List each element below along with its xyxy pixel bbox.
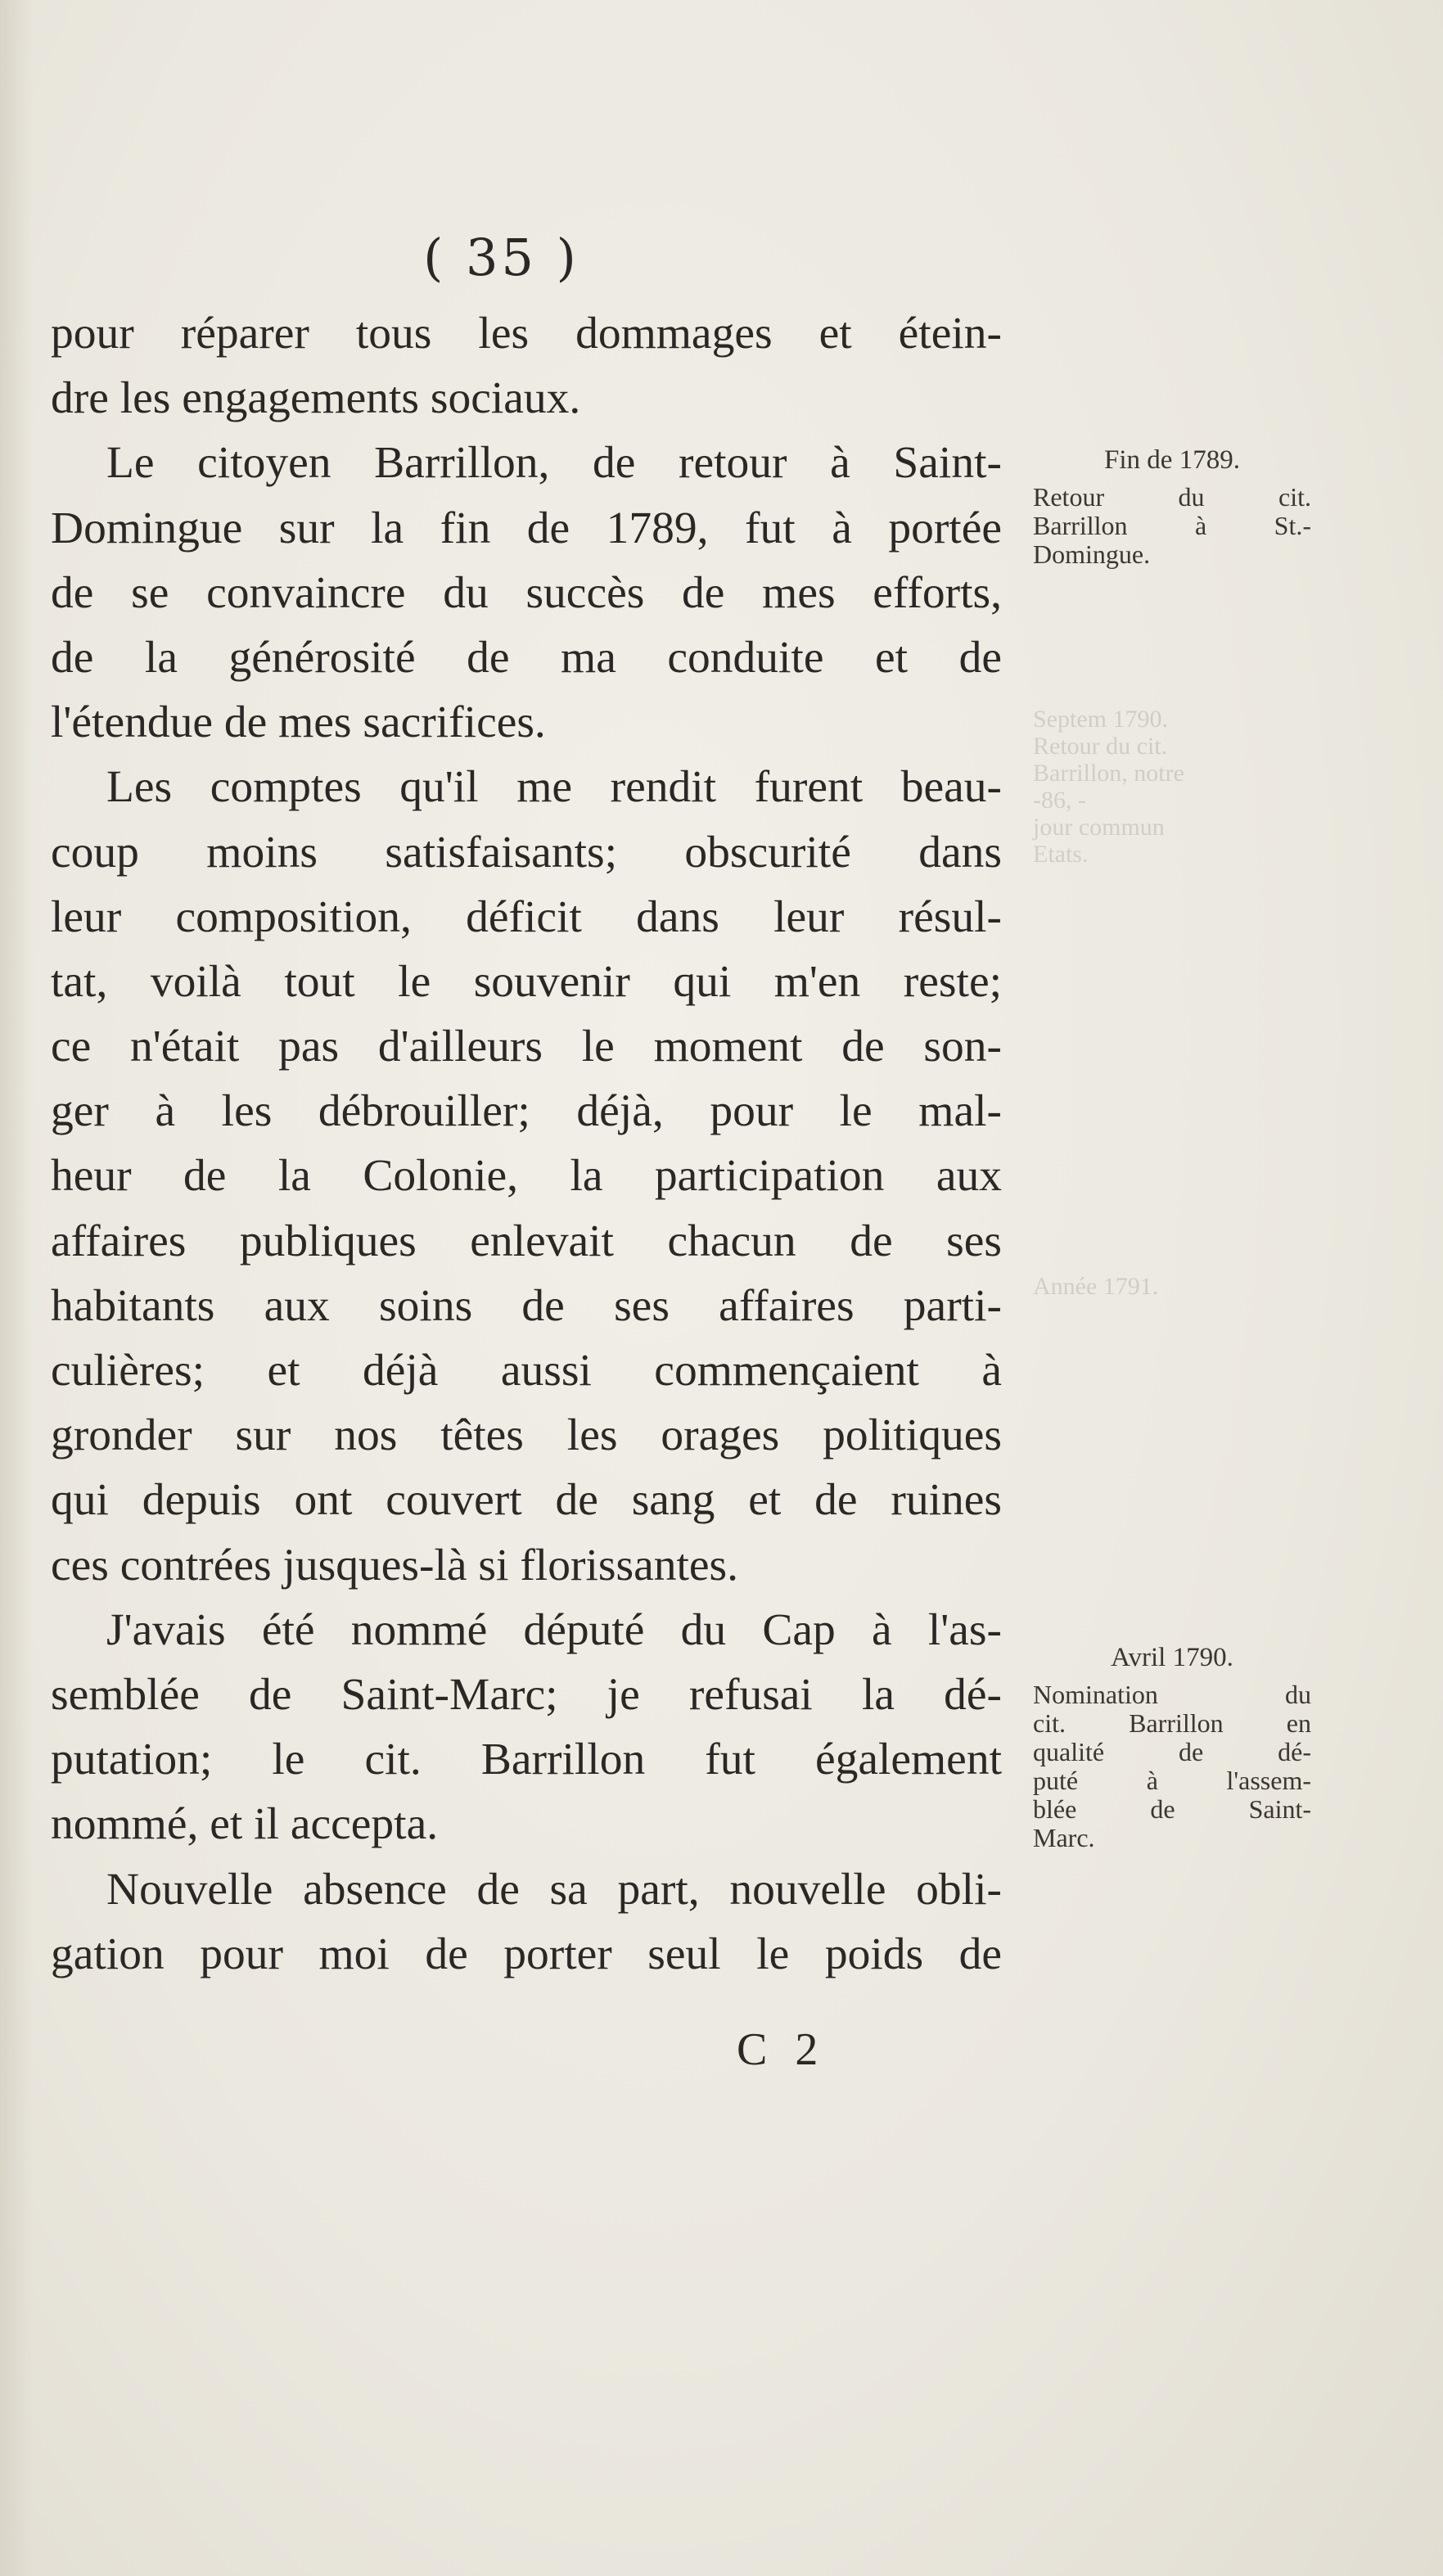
- signature-mark: C 2: [737, 2024, 827, 2075]
- text-line: ces contrées jusques-là si florissantes.: [51, 1540, 738, 1590]
- margin-note-line: Domingue.: [1033, 539, 1151, 569]
- text-line: nommé, et il accepta.: [51, 1799, 439, 1850]
- margin-note-line: Retour du cit.: [1033, 482, 1311, 512]
- text-line: tat, voilà tout le souvenir qui m'en reste;: [51, 956, 1002, 1007]
- margin-note-1789: [1033, 446, 1311, 569]
- show-through-text: Septem 1790. Retour du cit. Barrillon, notre -86, - jour commun Etats.: [1033, 706, 1184, 868]
- text-line: coup moins satisfaisants; obscurité dans: [51, 827, 1002, 877]
- text-line: Nouvelle absence de sa part, nouvelle obli-: [106, 1864, 1002, 1915]
- text-line: heur de la Colonie, la participation aux: [51, 1151, 1002, 1202]
- margin-note-1790: [1033, 1644, 1311, 1852]
- show-through-text: Année 1791.: [1033, 1273, 1159, 1300]
- text-line: l'étendue de mes sacrifices.: [51, 697, 546, 748]
- text-line: Le citoyen Barrillon, de retour à Saint-: [106, 438, 1002, 489]
- text-line: Les comptes qu'il me rendit furent beau-: [106, 762, 1002, 813]
- text-line: culières; et déjà aussi commençaient à: [51, 1346, 1002, 1396]
- text-line: leur composition, déficit dans leur résul-: [51, 891, 1002, 942]
- body-text: [51, 301, 1002, 1987]
- margin-note-line: puté à l'assem-: [1033, 1766, 1311, 1795]
- text-line: gronder sur nos têtes les orages politiques: [51, 1410, 1002, 1461]
- margin-note-line: Marc.: [1033, 1823, 1095, 1852]
- text-line: gation pour moi de porter seul le poids de: [51, 1929, 1002, 1979]
- text-line: ger à les débrouiller; déjà, pour le mal-: [51, 1086, 1002, 1137]
- margin-note-line: cit. Barrillon en: [1033, 1708, 1311, 1738]
- margin-note-date: Fin de 1789.: [1104, 445, 1240, 475]
- text-line: J'avais été nommé député du Cap à l'as-: [106, 1604, 1002, 1655]
- text-line: qui depuis ont couvert de sang et de ruines: [51, 1475, 1002, 1526]
- text-line: Domingue sur la fin de 1789, fut à portée: [51, 503, 1002, 553]
- margin-note-date: Avril 1790.: [1111, 1643, 1233, 1672]
- margin-note-line: blée de Saint-: [1033, 1794, 1311, 1824]
- text-line: putation; le cit. Barrillon fut également: [51, 1735, 1002, 1785]
- margin-note-line: Nomination du: [1033, 1680, 1311, 1709]
- page-edge-shadow: [0, 0, 33, 2576]
- margin-note-line: qualité de dé-: [1033, 1737, 1311, 1766]
- text-line: de la générosité de ma conduite et de: [51, 632, 1002, 683]
- text-line: pour réparer tous les dommages et étein-: [51, 309, 1002, 359]
- margin-note-line: Barrillon à St.-: [1033, 511, 1311, 540]
- page-number: ( 35 ): [423, 228, 579, 287]
- text-line: affaires publiques enlevait chacun de ses: [51, 1216, 1002, 1266]
- text-line: habitants aux soins de ses affaires parti-: [51, 1280, 1002, 1331]
- text-line: dre les engagements sociaux.: [51, 373, 581, 424]
- text-line: ce n'était pas d'ailleurs le moment de son-: [51, 1022, 1002, 1072]
- text-line: semblée de Saint-Marc; je refusai la dé-: [51, 1669, 1002, 1720]
- text-line: de se convaincre du succès de mes efforts,: [51, 567, 1002, 618]
